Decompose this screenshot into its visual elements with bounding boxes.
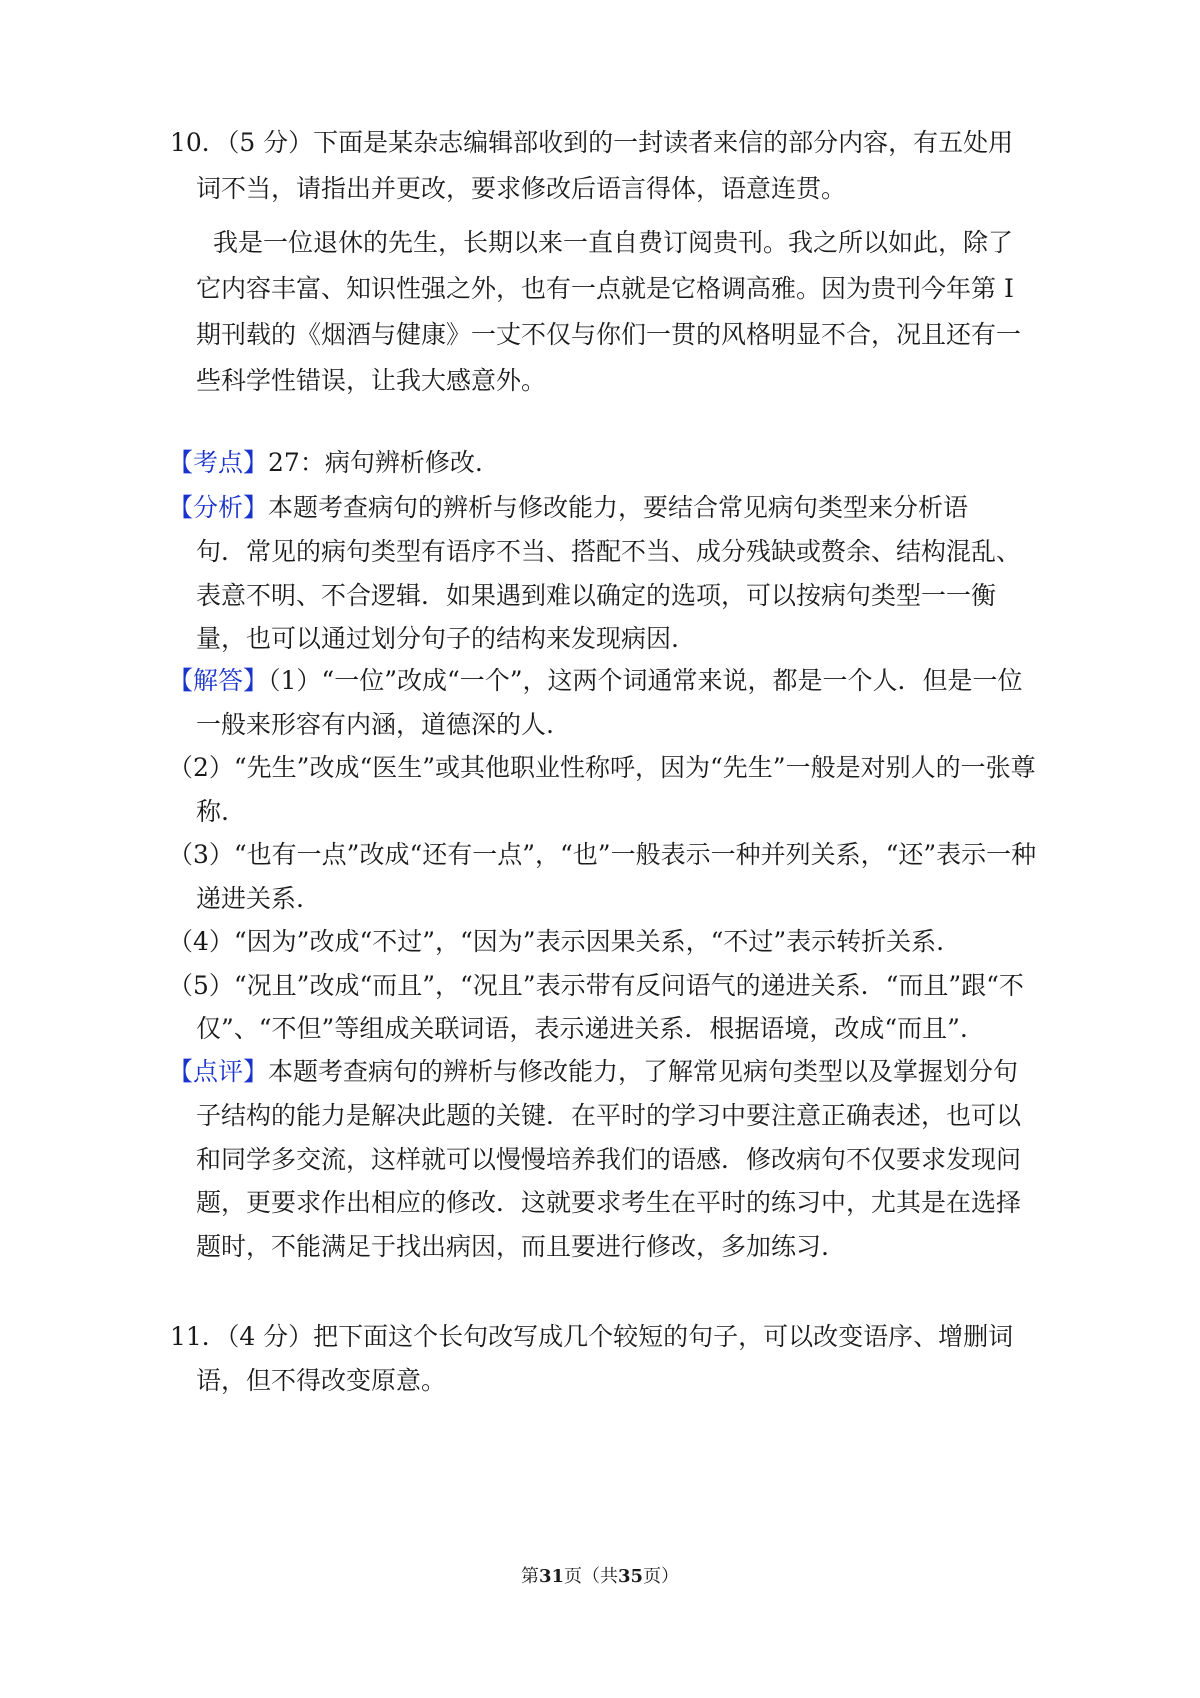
fenxi-line: 量，也可以通过划分句子的结构来发现病因. xyxy=(196,624,679,653)
answer-item-cont: 仅”、“不但”等组成关联词语，表示递进关系．根据语境，改成“而且”. xyxy=(196,1014,968,1043)
answer-item-cont: 称. xyxy=(196,797,229,826)
letter-line: 我是一位退休的先生，长期以来一直自费订阅贵刊。我之所以如此，除了 xyxy=(213,228,1014,257)
letter-line: 些科学性错误，让我大感意外。 xyxy=(196,366,547,395)
letter-line: 它内容丰富、知识性强之外，也有一点就是它格调高雅。因为贵刊今年第 I xyxy=(196,274,1014,303)
kaodian-line xyxy=(168,446,483,480)
jieda-text: （1）“一位”改成“一个”，这两个词通常来说，都是一个人．但是一位 xyxy=(268,666,1023,695)
answer-item: （5）“况且”改成“而且”，“况且”表示带有反问语气的递进关系．“而且”跟“不 xyxy=(168,971,1024,1000)
answer-item: （3）“也有一点”改成“还有一点”，“也”一般表示一种并列关系，“还”表示一种 xyxy=(168,840,1037,869)
page-footer xyxy=(0,1562,1200,1588)
dianping-line: 和同学多交流，这样就可以慢慢培养我们的语感．修改病句不仅要求发现问 xyxy=(196,1145,1022,1174)
fenxi-text: 本题考查病句的辨析与修改能力，要结合常见病句类型来分析语 xyxy=(268,493,969,522)
footer-post: 页） xyxy=(643,1566,680,1587)
fenxi-line: 表意不明、不合逻辑．如果遇到难以确定的选项，可以按病句类型一一衡 xyxy=(196,581,997,610)
q10-number: 10． xyxy=(170,128,227,157)
letter-line: 期刊载的《烟酒与健康》一丈不仅与你们一贯的风格明显不合，况且还有一 xyxy=(196,320,1022,349)
q10-line1 xyxy=(170,126,1013,160)
footer-pre: 第 xyxy=(520,1566,539,1587)
fenxi-tag: 【分析】 xyxy=(168,493,269,522)
q11-prompt: 把下面这个长句改写成几个较短的句子，可以改变语序、增删词 xyxy=(313,1322,1014,1351)
dianping-tag: 【点评】 xyxy=(168,1057,269,1086)
kaodian-tag: 【考点】 xyxy=(168,448,269,477)
dianping-line: 子结构的能力是解决此题的关键．在平时的学习中要注意正确表述，也可以 xyxy=(196,1101,1022,1130)
q10-score: （5 分） xyxy=(226,128,314,157)
q10-prompt-cont: 词不当，请指出并更改，要求修改后语言得体，语意连贯。 xyxy=(196,174,847,203)
jieda-line1 xyxy=(168,664,1023,698)
dianping-line: 题，更要求作出相应的修改．这就要求考生在平时的练习中，尤其是在选择 xyxy=(196,1188,1022,1217)
q10-prompt: 下面是某杂志编辑部收到的一封读者来信的部分内容，有五处用 xyxy=(313,128,1014,157)
footer-total-pages: 35 xyxy=(618,1566,644,1587)
q11-number: 11． xyxy=(170,1322,227,1351)
answer-item: （4）“因为”改成“不过”，“因为”表示因果关系，“不过”表示转折关系. xyxy=(168,927,945,956)
footer-mid: 页（共 xyxy=(564,1566,618,1587)
dianping-line1 xyxy=(168,1055,1018,1089)
jieda-line: 一般来形容有内涵，道德深的人. xyxy=(196,710,554,739)
jieda-tag: 【解答】 xyxy=(168,666,269,695)
dianping-line: 题时，不能满足于找出病因，而且要进行修改，多加练习. xyxy=(196,1232,829,1261)
q11-score: （4 分） xyxy=(226,1322,314,1351)
answer-item-cont: 递进关系. xyxy=(196,884,304,913)
q11-prompt-cont: 语，但不得改变原意。 xyxy=(196,1366,447,1395)
q11-line1 xyxy=(170,1320,1013,1354)
fenxi-line: 句．常见的病句类型有语序不当、搭配不当、成分残缺或赘余、结构混乱、 xyxy=(196,537,1022,566)
fenxi-line1 xyxy=(168,491,968,525)
kaodian-text: 27：病句辨析修改. xyxy=(268,448,483,477)
dianping-text: 本题考查病句的辨析与修改能力，了解常见病句类型以及掌握划分句 xyxy=(268,1057,1019,1086)
answer-item: （2）“先生”改成“医生”或其他职业性称呼，因为“先生”一般是对别人的一张尊 xyxy=(168,753,1036,782)
footer-page-number: 31 xyxy=(538,1566,564,1587)
